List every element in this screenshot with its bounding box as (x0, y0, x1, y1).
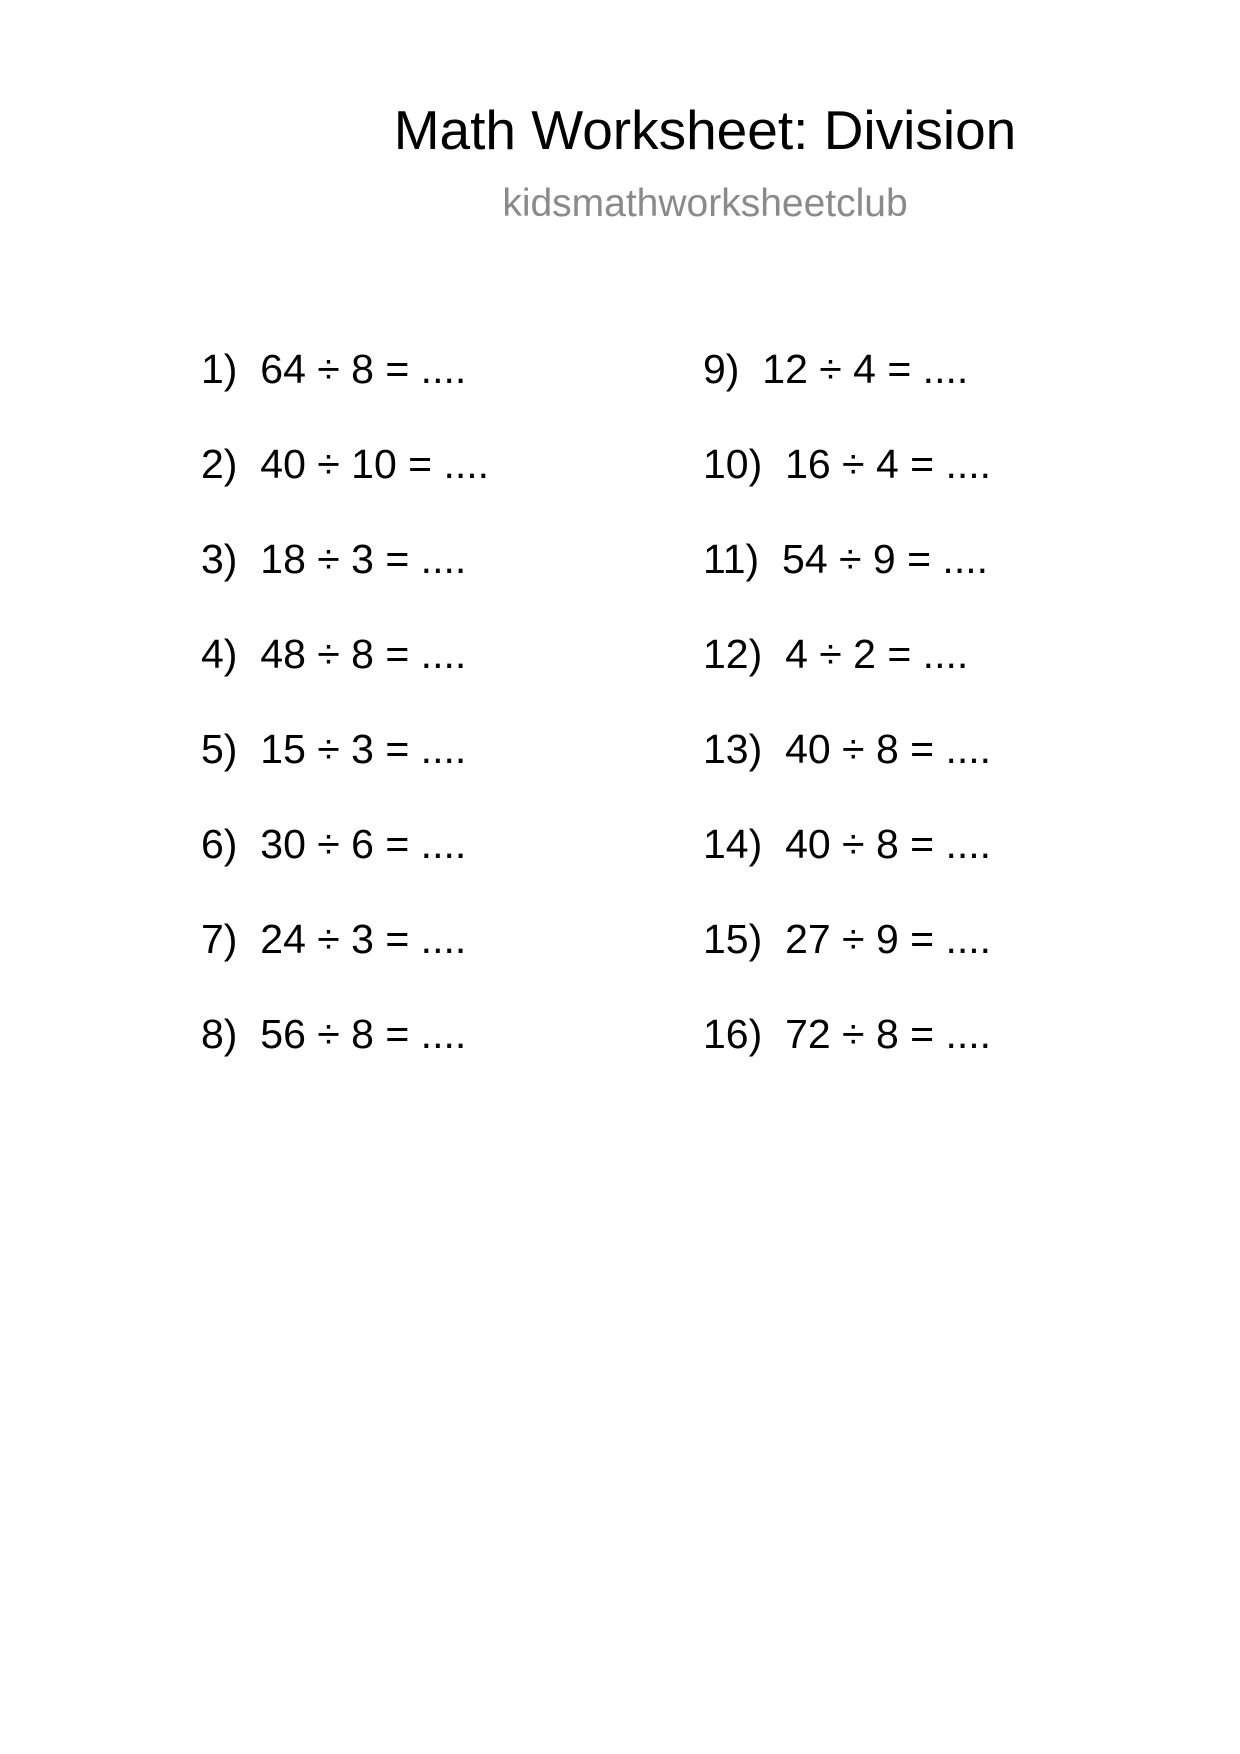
worksheet-header (0, 98, 1240, 226)
problem-number: 11) (703, 536, 760, 582)
problem-number: 13) (703, 726, 763, 772)
problem-item (703, 1010, 991, 1105)
problem-expression: 72 ÷ 8 = .... (785, 1011, 992, 1057)
problem-number: 2) (201, 441, 238, 487)
problem-item (201, 725, 489, 820)
problem-number: 8) (201, 1011, 238, 1057)
problem-item (703, 725, 991, 820)
problem-expression: 54 ÷ 9 = .... (782, 536, 988, 582)
problem-expression: 24 ÷ 3 = .... (260, 916, 467, 962)
problem-item (703, 345, 991, 440)
problem-item (201, 820, 489, 915)
problem-number: 1) (201, 346, 238, 392)
problem-item (703, 820, 991, 915)
problem-item (201, 1010, 489, 1105)
problem-expression: 27 ÷ 9 = .... (785, 916, 992, 962)
problem-expression: 48 ÷ 8 = .... (260, 631, 467, 677)
problem-number: 14) (703, 821, 763, 867)
problem-number: 3) (201, 536, 238, 582)
problem-expression: 40 ÷ 8 = .... (785, 821, 992, 867)
problem-number: 4) (201, 631, 238, 677)
problems-column-left (201, 345, 489, 1105)
problems-column-right (703, 345, 991, 1105)
problem-expression: 12 ÷ 4 = .... (762, 346, 969, 392)
problem-item (201, 345, 489, 440)
problem-number: 6) (201, 821, 238, 867)
problem-expression: 4 ÷ 2 = .... (785, 631, 969, 677)
problem-number: 15) (703, 916, 763, 962)
problem-item (201, 630, 489, 725)
problem-item (201, 440, 489, 535)
problem-item (703, 630, 991, 725)
problem-expression: 56 ÷ 8 = .... (260, 1011, 467, 1057)
page-title: Math Worksheet: Division (393, 99, 1017, 161)
problem-number: 12) (703, 631, 763, 677)
problem-number: 16) (703, 1011, 763, 1057)
problem-expression: 40 ÷ 10 = .... (260, 441, 490, 487)
problem-expression: 30 ÷ 6 = .... (260, 821, 467, 867)
problem-number: 7) (201, 916, 238, 962)
problem-expression: 40 ÷ 8 = .... (785, 726, 992, 772)
problem-expression: 16 ÷ 4 = .... (785, 441, 992, 487)
problem-item (703, 915, 991, 1010)
problem-expression: 18 ÷ 3 = .... (260, 536, 467, 582)
problem-number: 9) (703, 346, 740, 392)
problem-item (201, 535, 489, 630)
site-name: kidsmathworksheetclub (502, 182, 908, 225)
problem-item (201, 915, 489, 1010)
problem-item (703, 440, 991, 535)
problem-expression: 15 ÷ 3 = .... (260, 726, 467, 772)
problem-expression: 64 ÷ 8 = .... (260, 346, 467, 392)
problem-item (703, 535, 991, 630)
problem-number: 10) (703, 441, 763, 487)
problem-number: 5) (201, 726, 238, 772)
